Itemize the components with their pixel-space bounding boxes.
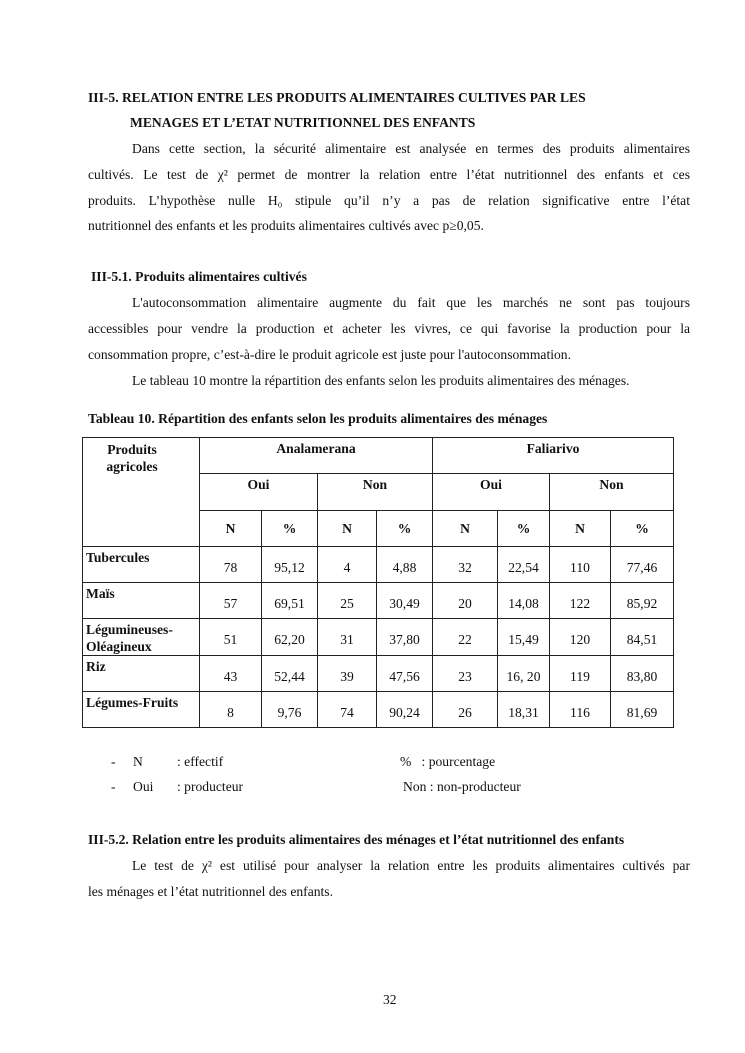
table-cell: 18,31 <box>498 692 550 728</box>
corner-header: Produits agricoles <box>83 438 200 547</box>
table-cell: 47,56 <box>377 656 433 692</box>
paragraph-line: L'autoconsommation alimentaire augmente du fait que les marchés ne sont pas toujours <box>132 295 690 310</box>
legend-dash: - <box>111 754 116 769</box>
intro-line: nutritionnel des enfants et les produits alimentaires cultivés avec p≥0,05. <box>88 218 484 233</box>
table-cell: 8 <box>200 692 262 728</box>
table-cell: 30,49 <box>377 583 433 619</box>
group-header: Non <box>318 474 433 511</box>
table-cell: 95,12 <box>262 547 318 583</box>
sub-header: % <box>611 511 674 547</box>
row-label: Riz <box>83 656 200 692</box>
table-cell: 77,46 <box>611 547 674 583</box>
sub-header: % <box>262 511 318 547</box>
table-cell: 84,51 <box>611 619 674 656</box>
table-row <box>83 583 674 619</box>
table-row <box>83 547 674 583</box>
subsection1-heading: III-5.1. Produits alimentaires cultivés <box>91 269 307 284</box>
table-cell: 20 <box>433 583 498 619</box>
table-cell: 83,80 <box>611 656 674 692</box>
row-label: Maïs <box>83 583 200 619</box>
table-cell: 22,54 <box>498 547 550 583</box>
table-cell: 85,92 <box>611 583 674 619</box>
table-cell: 116 <box>550 692 611 728</box>
region-header: Faliarivo <box>433 438 674 474</box>
legend-right: Non : non-producteur <box>403 779 521 794</box>
sub-header: N <box>318 511 377 547</box>
table-cell: 122 <box>550 583 611 619</box>
legend-desc: : effectif <box>177 754 224 769</box>
group-header: Non <box>550 474 674 511</box>
table-cell: 90,24 <box>377 692 433 728</box>
table-cell: 119 <box>550 656 611 692</box>
table-cell: 120 <box>550 619 611 656</box>
page-number: 32 <box>383 992 397 1007</box>
paragraph-line: consommation propre, c’est-à-dire le produit agricole est juste pour l'autoconsommation. <box>88 347 572 362</box>
table-cell: 69,51 <box>262 583 318 619</box>
legend-key: N <box>133 754 143 769</box>
section-heading-line2: MENAGES ET L’ETAT NUTRITIONNEL DES ENFANTS <box>130 115 476 130</box>
table-cell: 81,69 <box>611 692 674 728</box>
row-label: Légumineuses-Oléagineux <box>83 619 200 656</box>
sub-header: N <box>550 511 611 547</box>
legend-desc: : producteur <box>177 779 244 794</box>
table-cell: 25 <box>318 583 377 619</box>
intro-line: Dans cette section, la sécurité alimentaire est analysée en termes des produits alimentaires <box>132 141 690 156</box>
data-table <box>82 437 674 728</box>
table-cell: 31 <box>318 619 377 656</box>
table-cell: 9,76 <box>262 692 318 728</box>
paragraph-line: les ménages et l’état nutritionnel des enfants. <box>88 884 333 899</box>
table-cell: 32 <box>433 547 498 583</box>
table-cell: 43 <box>200 656 262 692</box>
table-cell: 26 <box>433 692 498 728</box>
table-cell: 22 <box>433 619 498 656</box>
table-cell: 15,49 <box>498 619 550 656</box>
table-cell: 16, 20 <box>498 656 550 692</box>
sub-header: N <box>200 511 262 547</box>
table-cell: 4,88 <box>377 547 433 583</box>
table-cell: 110 <box>550 547 611 583</box>
paragraph-line: accessibles pour vendre la production et acheter les vivres, ce qui favorise la production pour la <box>88 321 690 336</box>
sub-header: % <box>498 511 550 547</box>
legend-right: % : pourcentage <box>400 754 496 769</box>
row-label: Tubercules <box>83 547 200 583</box>
table-cell: 78 <box>200 547 262 583</box>
table-cell: 39 <box>318 656 377 692</box>
section-heading-line1: III-5. RELATION ENTRE LES PRODUITS ALIMENTAIRES CULTIVES PAR LES <box>88 90 586 105</box>
table-cell: 57 <box>200 583 262 619</box>
table-cell: 37,80 <box>377 619 433 656</box>
table-caption: Tableau 10. Répartition des enfants selon les produits alimentaires des ménages <box>88 411 548 426</box>
region-header: Analamerana <box>200 438 433 474</box>
table-cell: 51 <box>200 619 262 656</box>
table-cell: 23 <box>433 656 498 692</box>
subsection2-heading: III-5.2. Relation entre les produits alimentaires des ménages et l’état nutritionnel des enfants <box>88 832 625 847</box>
group-header: Oui <box>200 474 318 511</box>
table-row <box>83 619 674 656</box>
row-label: Légumes-Fruits <box>83 692 200 728</box>
table-row <box>83 692 674 728</box>
paragraph-line: Le test de χ² est utilisé pour analyser la relation entre les produits alimentaires cultivés par <box>132 858 690 873</box>
group-header: Oui <box>433 474 550 511</box>
sub-header: N <box>433 511 498 547</box>
table-cell: 14,08 <box>498 583 550 619</box>
table-cell: 62,20 <box>262 619 318 656</box>
intro-line: cultivés. Le test de χ² permet de montrer la relation entre l’état nutritionnel des enfants et ces <box>88 167 690 182</box>
table-cell: 4 <box>318 547 377 583</box>
legend-key: Oui <box>133 779 154 794</box>
table-cell: 52,44 <box>262 656 318 692</box>
legend-dash: - <box>111 779 116 794</box>
intro-line: produits. L’hypothèse nulle H₀ stipule qu’il n’y a pas de relation significative entre l’état <box>88 193 690 208</box>
sub-header: % <box>377 511 433 547</box>
paragraph-line: Le tableau 10 montre la répartition des enfants selon les produits alimentaires des ménages. <box>132 373 630 388</box>
table-row <box>83 656 674 692</box>
table-cell: 74 <box>318 692 377 728</box>
